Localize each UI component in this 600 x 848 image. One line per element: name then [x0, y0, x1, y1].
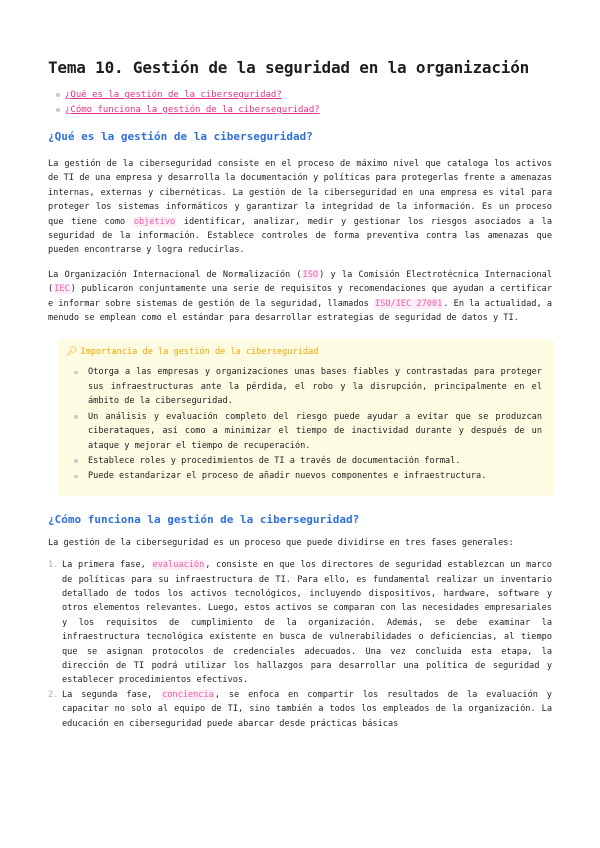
highlight-term: conciencia — [162, 689, 214, 700]
list-item-text: Puede estandarizar el proceso de añadir nuevos componentes e infraestructura. — [88, 471, 487, 482]
paragraph — [48, 157, 552, 258]
page-title: Tema 10. Gestión de la seguridad en la organización — [48, 58, 530, 77]
list-item — [66, 365, 542, 408]
bullet-icon — [74, 371, 78, 375]
text: La Organización Internacional de Normalización ( — [48, 269, 302, 280]
highlight-term: ISO/IEC 27001 — [375, 298, 443, 309]
text: ) y la Comisión Electrotécnica Internacional ( — [48, 269, 552, 295]
bullet-icon — [74, 459, 78, 463]
step-number: 1. — [48, 560, 59, 571]
table-of-contents — [48, 88, 552, 117]
step-number: 2. — [48, 689, 59, 700]
text: ) publicaron conjuntamente una serie de requisitos y recomendaciones que ayudan a certificar e informar sobre sistemas de gestión de la seguridad, llamados — [48, 284, 552, 309]
toc-link-como-funciona[interactable]: ¿Cómo funciona la gestión de la ciberseguridad? — [65, 104, 320, 115]
callout-title-text: Importancia de la gestión de la ciberseguridad — [80, 347, 319, 358]
text: , se enfoca en compartir los resultados de la evaluación y capacitar no solo al equipo de TI, sino también a todos los empleados de la organización. La educación en ciberseguridad puede abarcar desde prácticas básicas — [62, 689, 552, 729]
toc-link-que-es[interactable]: ¿Qué es la gestión de la ciberseguridad? — [65, 90, 282, 100]
text: La segunda fase, — [62, 689, 162, 700]
toc-item — [56, 88, 552, 103]
bullet-icon — [74, 415, 78, 419]
magnifier-icon: 🔎︎ — [66, 347, 78, 358]
highlight-term: objetivo — [133, 216, 176, 227]
text: La primera fase, — [62, 560, 152, 571]
bullet-icon — [74, 475, 78, 479]
list-item — [66, 469, 542, 483]
text: , consiste en que los directores de seguridad establezcan un marco de políticas para su infraestructura de TI. Para ello, es fundamental realizar un inventario detallado de todos los activos tecnológicos, incluyendo dispositivos, hardware, software y otros elementos relevantes. Luego, estos activos se comparan con las necesidades empresariales y los requisitos de cumplimiento de la organización. Además, se debe examinar la infraestructura tecnológica existente en busca de vulnerabilidades o deficiencias, al tiempo que se asignan protocolos de credenciales adecuados. Una vez concluida esta etapa, la dirección de TI podrá utilizar los hallazgos para desarrollar una política de seguridad y establecer procedimientos efectivos. — [62, 560, 552, 686]
bullet-icon — [56, 93, 60, 97]
paragraph: La gestión de la ciberseguridad es un proceso que puede dividirse en tres fases generales: — [48, 537, 514, 548]
text: La gestión de la ciberseguridad consiste en el proceso de máximo nivel que cataloga los activos de TI de una empresa y desarrolla la documentación y políticas para protegerlas frente a amenazas internas, externas y cibernéticas. La gestión de la ciberseguridad en una empresa es vital para proteger los sistemas informáticos y garantizar la integridad de la información. Es un proceso que tiene como — [48, 159, 552, 227]
list-item-text: Un análisis y evaluación completo del riesgo puede ayudar a evitar que se produzcan ciberataques, así como a minimizar el tiempo de inactividad durante y después de un ataque y mejorar el tiempo de recuperación. — [88, 411, 542, 451]
list-item — [66, 410, 542, 453]
list-item-text: Otorga a las empresas y organizaciones unas bases fiables y contrastadas para proteger sus infraestructuras ante la pérdida, el robo y la disrupción, principalmente en el ámbito de la ciberseguridad. — [88, 367, 542, 407]
text: identificar, analizar, medir y gestionar los riesgos asociados a la seguridad de la información. Establece controles de forma preventiva contra las amenazas que pueden encontrarse y logra reducirlas. — [48, 216, 553, 256]
list-item-text: Establece roles y procedimientos de TI a través de documentación formal. — [88, 455, 461, 466]
paragraph — [48, 268, 552, 326]
section-heading-como-funciona: ¿Cómo funciona la gestión de la ciberseguridad? — [48, 512, 360, 526]
bullet-icon — [56, 108, 60, 112]
text: . En la actualidad, a menudo se emplean como el estándar para desarrollar estrategias de seguridad de datos y TI. — [48, 298, 552, 324]
list-item — [66, 454, 542, 468]
highlight-term: evaluación — [152, 560, 205, 571]
section-heading-que-es: ¿Qué es la gestión de la ciberseguridad? — [48, 130, 313, 143]
callout-box — [58, 339, 554, 495]
toc-item — [56, 103, 552, 118]
list-item — [48, 558, 552, 688]
highlight-term: IEC — [54, 284, 70, 295]
callout-title — [66, 345, 542, 359]
callout-list — [66, 365, 542, 483]
list-item — [48, 688, 552, 731]
highlight-term: ISO — [302, 269, 319, 280]
steps-list — [48, 558, 552, 731]
